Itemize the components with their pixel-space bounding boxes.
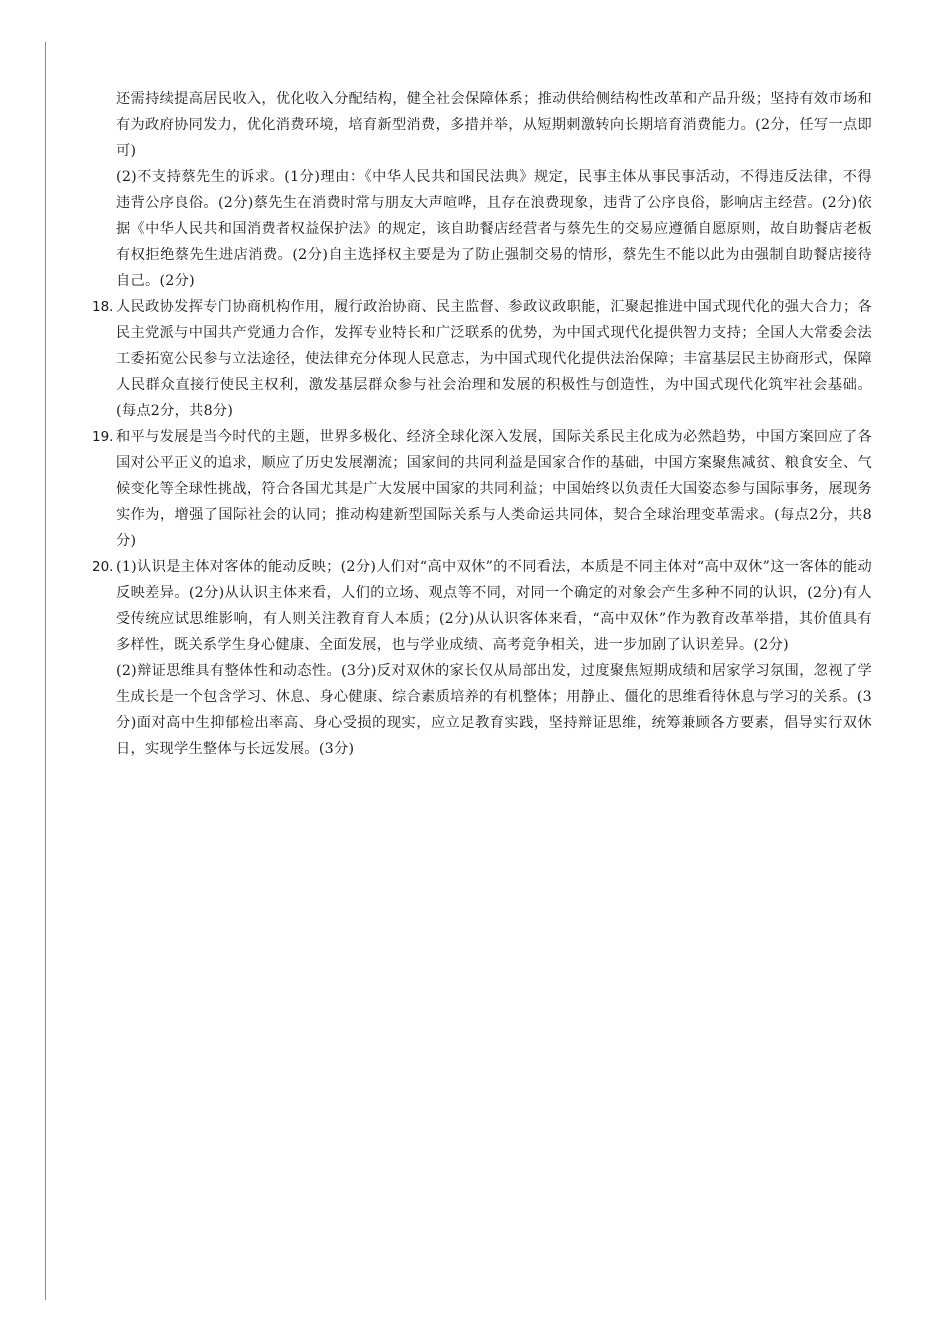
answer-sheet-content [92, 86, 872, 762]
q17-continuation [92, 86, 872, 164]
q17-part2 [92, 164, 872, 294]
question-18 [92, 294, 872, 424]
question-20 [92, 554, 872, 762]
question-19-number: 19. [92, 429, 114, 445]
question-18-number: 18. [92, 299, 114, 315]
left-margin-rule [45, 42, 46, 1300]
question-20-part2: (2)辩证思维具有整体性和动态性。(3分)反对双休的家长仅从局部出发，过度聚焦短期成绩和居家学习氛围，忽视了学生成长是一个包含学习、休息、身心健康、综合素质培养的有机整体；用静止、僵化的思维看待休息与学习的关系。(3分)面对高中生抑郁检出率高、身心受损的现实，应立足教育实践，坚持辩证思维，统筹兼顾各方要素，倡导实行双休日，实现学生整体与长远发展。(3分) [116, 663, 872, 757]
question-20-part1: (1)认识是主体对客体的能动反映；(2分)人们对“高中双休”的不同看法，本质是不同主体对“高中双休”这一客体的能动反映差异。(2分)从认识主体来看，人们的立场、观点等不同，对同一个确定的对象会产生多种不同的认识，(2分)有人受传统应试思维影响，有人则关注教育育人本质；(2分)从认识客体来看，“高中双休”作为教育改革举措，其价值具有多样性，既关系学生身心健康、全面发展，也与学业成绩、高考竞争相关，进一步加剧了认识差异。(2分) [116, 559, 872, 653]
q17-continuation-text: 还需持续提高居民收入，优化收入分配结构，健全社会保障体系；推动供给侧结构性改革和产品升级；坚持有效市场和有为政府协同发力，优化消费环境，培育新型消费，多措并举，从短期刺激转向长期培育消费能力。(2分，任写一点即可) [116, 91, 872, 159]
question-18-answer: 人民政协发挥专门协商机构作用，履行政治协商、民主监督、参政议政职能，汇聚起推进中国式现代化的强大合力；各民主党派与中国共产党通力合作，发挥专业特长和广泛联系的优势，为中国式现代化提供智力支持；全国人大常委会法工委拓宽公民参与立法途径，使法律充分体现人民意志，为中国式现代化提供法治保障；丰富基层民主协商形式，保障人民群众直接行使民主权利，激发基层群众参与社会治理和发展的积极性与创造性，为中国式现代化筑牢社会基础。(每点2分，共8分) [116, 299, 872, 419]
question-19 [92, 424, 872, 554]
question-19-answer: 和平与发展是当今时代的主题，世界多极化、经济全球化深入发展，国际关系民主化成为必然趋势，中国方案回应了各国对公平正义的追求，顺应了历史发展潮流；国家间的共同利益是国家合作的基础，中国方案聚焦减贫、粮食安全、气候变化等全球性挑战，符合各国尤其是广大发展中国家的共同利益；中国始终以负责任大国姿态参与国际事务，展现务实作为，增强了国际社会的认同；推动构建新型国际关系与人类命运共同体，契合全球治理变革需求。(每点2分，共8分) [116, 429, 872, 549]
question-20-number: 20. [92, 559, 114, 575]
q17-part2-text: (2)不支持蔡先生的诉求。(1分)理由：《中华人民共和国民法典》规定，民事主体从事民事活动，不得违反法律，不得违背公序良俗。(2分)蔡先生在消费时常与朋友大声喧哗，且存在浪费现象，违背了公序良俗，影响店主经营。(2分)依据《中华人民共和国消费者权益保护法》的规定，该自助餐店经营者与蔡先生的交易应遵循自愿原则，故自助餐店老板有权拒绝蔡先生进店消费。(2分)自主选择权主要是为了防止强制交易的情形，蔡先生不能以此为由强制自助餐店接待自己。(2分) [116, 169, 872, 289]
